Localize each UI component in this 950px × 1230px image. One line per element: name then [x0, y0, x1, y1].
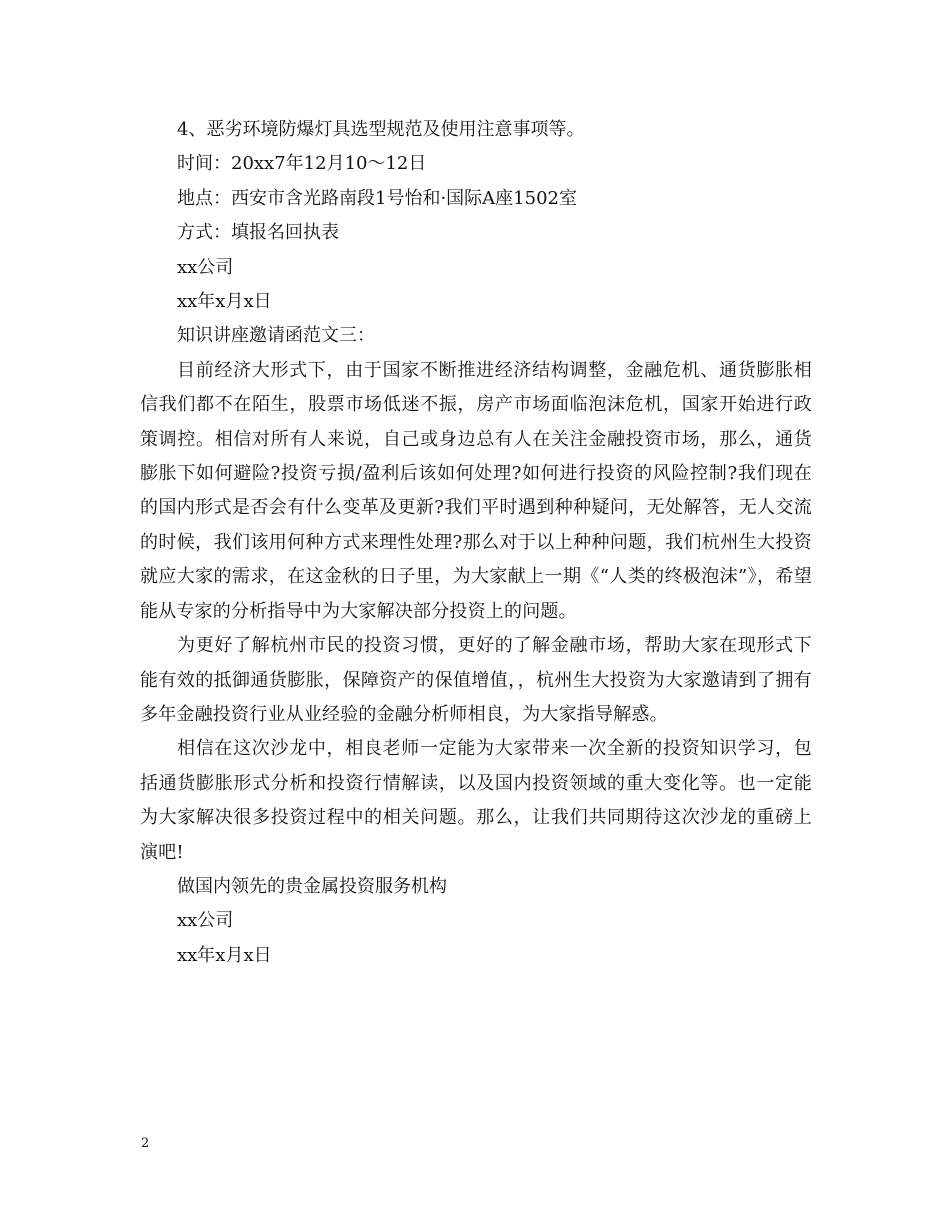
list-item-4: 4、恶劣环境防爆灯具选型规范及使用注意事项等。	[177, 119, 585, 140]
company-name-footer: xx公司	[177, 910, 234, 932]
body-paragraph-2: 为更好了解杭州市民的投资习惯，更好的了解金融市场，帮助大家在现形式下能有效的抵御通货膨胀，保障资产的保值增值，，杭州生大投资为大家邀请到了拥有多年金融投资行业从业经验的金融分析师相良，为大家指导解惑。	[140, 635, 812, 725]
section-heading: 知识讲座邀请函范文三：	[177, 325, 375, 347]
company-name: xx公司	[177, 256, 234, 278]
event-time: 时间：20xx7年12月10～12日	[177, 153, 427, 175]
body-paragraph-1: 目前经济大形式下，由于国家不断推进经济结构调整，金融危机、通货膨胀相信我们都不在陌生，股票市场低迷不振，房产市场面临泡沫危机，国家开始进行政策调控。相信对所有人来说，自己或身边总有人在关注金融投资市场，那么，通货膨胀下如何避险?投资亏损/盈利后该如何处理?如何进行投资的风险控制?我们现在的国内形式是否会有什么变革及更新?我们平时遇到种种疑问，无处解答，无人交流的时候，我们该用何种方式来理性处理?那么对于以上种种问题，我们杭州生大投资就应大家的需求，在这金秋的日子里，为大家献上一期《“人类的终极泡沫”》，希望能从专家的分析指导中为大家解决部分投资上的问题。	[140, 359, 812, 622]
date-line: xx年x月x日	[177, 291, 272, 313]
document-body	[140, 113, 812, 973]
date-line-footer: xx年x月x日	[177, 944, 272, 966]
registration-method: 方式：填报名回执表	[177, 222, 339, 244]
page-number: 2	[141, 1136, 150, 1151]
slogan-line: 做国内领先的贵金属投资服务机构	[177, 875, 447, 897]
event-location: 地点：西安市含光路南段1号怡和·国际A座1502室	[177, 187, 577, 209]
body-paragraph-3: 相信在这次沙龙中，相良老师一定能为大家带来一次全新的投资知识学习，包括通货膨胀形式分析和投资行情解读，以及国内投资领域的重大变化等。也一定能为大家解决很多投资过程中的相关问题。那么，让我们共同期待这次沙龙的重磅上演吧!	[140, 738, 812, 863]
